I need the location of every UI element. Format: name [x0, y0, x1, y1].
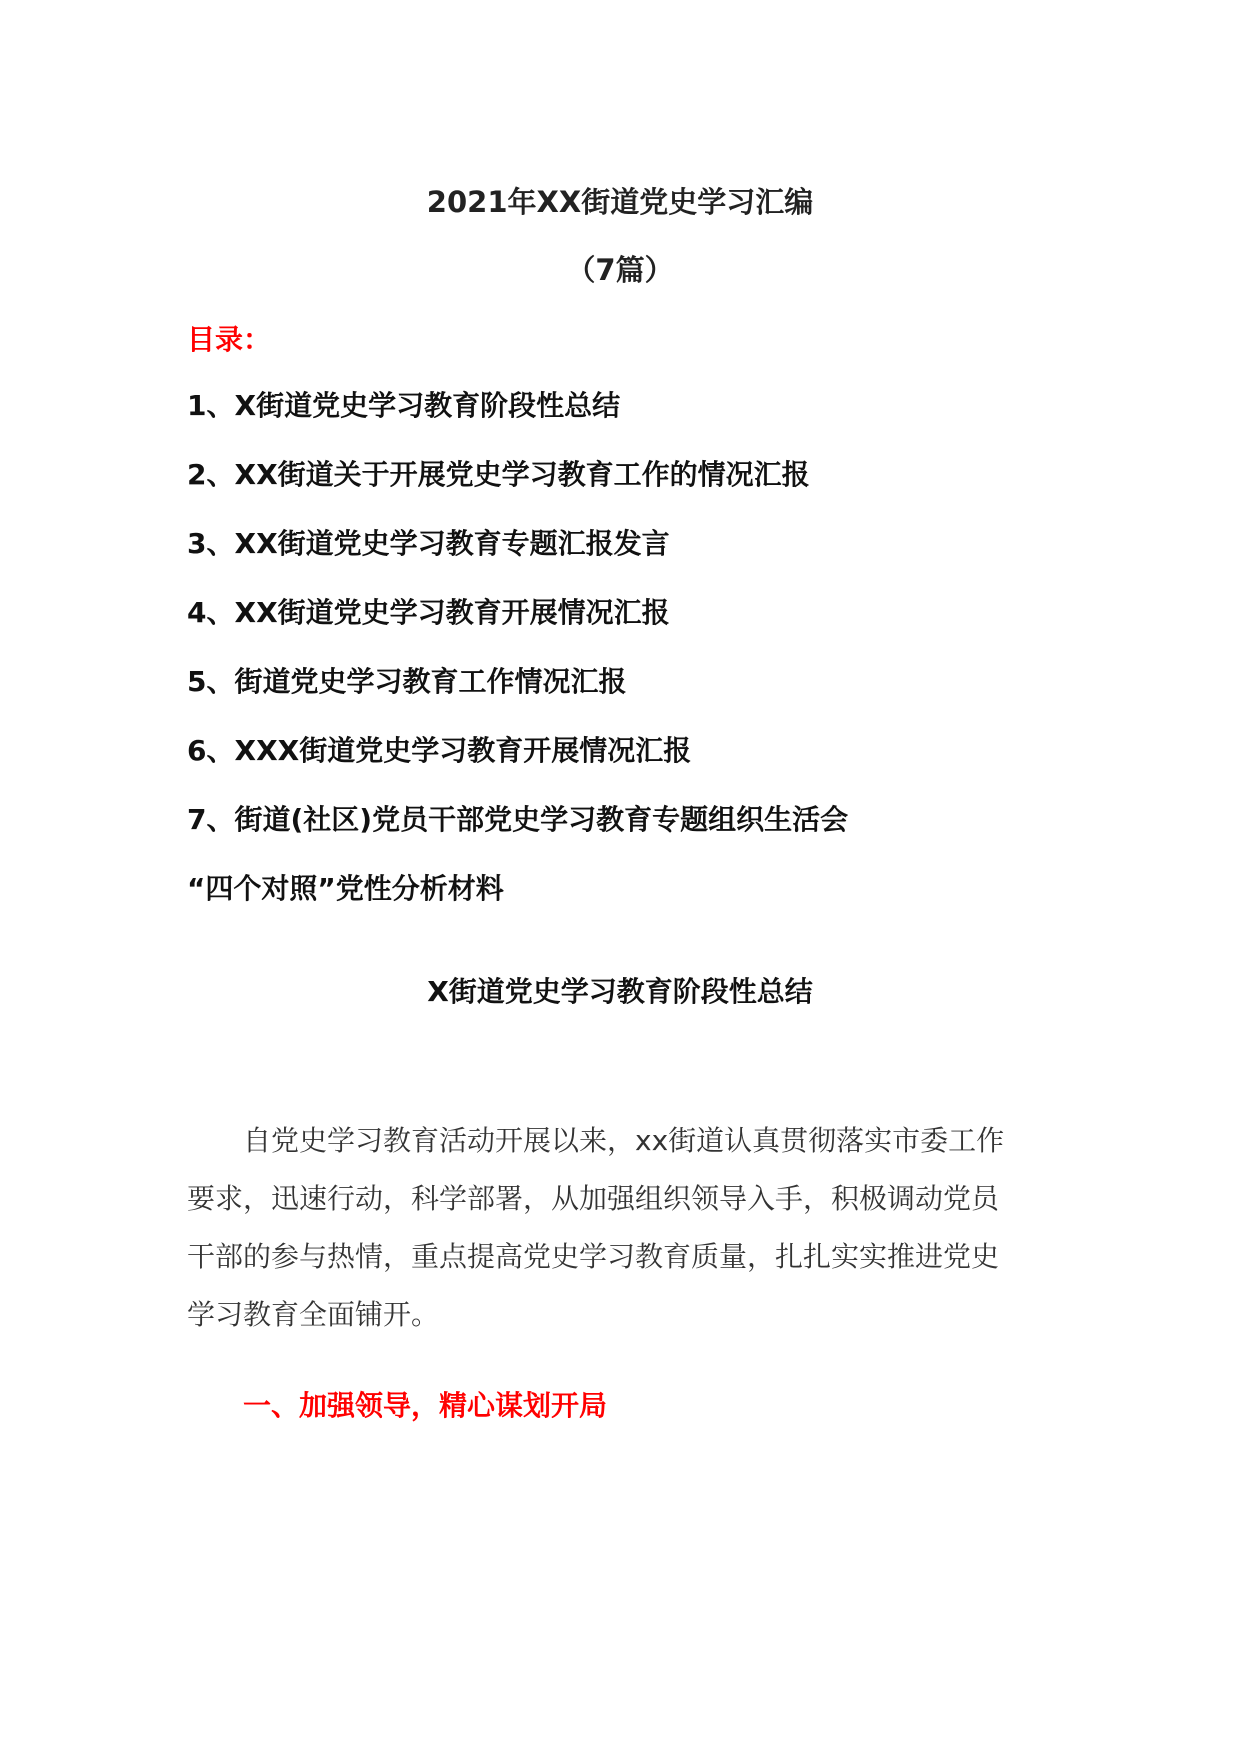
paragraph-line: 学习教育全面铺开。	[187, 1298, 440, 1331]
toc-item: 5、街道党史学习教育工作情况汇报	[187, 665, 627, 698]
toc-item: 6、XXX街道党史学习教育开展情况汇报	[187, 734, 692, 767]
paragraph-line: 自党史学习教育活动开展以来，xx街道认真贯彻落实市委工作	[243, 1124, 1005, 1157]
toc-item: 3、XX街道党史学习教育专题汇报发言	[187, 527, 670, 560]
paragraph-line: 要求，迅速行动，科学部署，从加强组织领导入手，积极调动党员	[187, 1182, 1000, 1215]
toc-item: 2、XX街道关于开展党史学习教育工作的情况汇报	[187, 458, 810, 491]
document-subtitle: （7篇）	[566, 253, 674, 287]
toc-item: “四个对照”党性分析材料	[187, 872, 504, 905]
toc-item: 7、街道(社区)党员干部党史学习教育专题组织生活会	[187, 803, 849, 836]
toc-heading: 目录：	[187, 323, 272, 356]
paragraph-line: 干部的参与热情，重点提高党史学习教育质量，扎扎实实推进党史	[187, 1240, 1000, 1273]
toc-item: 4、XX街道党史学习教育开展情况汇报	[187, 596, 670, 629]
section-title: X街道党史学习教育阶段性总结	[427, 975, 813, 1008]
toc-item: 1、X街道党史学习教育阶段性总结	[187, 389, 621, 422]
body-paragraph	[187, 1112, 1055, 1344]
document-title: 2021年XX街道党史学习汇编	[426, 185, 814, 219]
section-subheading: 一、加强领导，精心谋划开局	[243, 1389, 608, 1422]
